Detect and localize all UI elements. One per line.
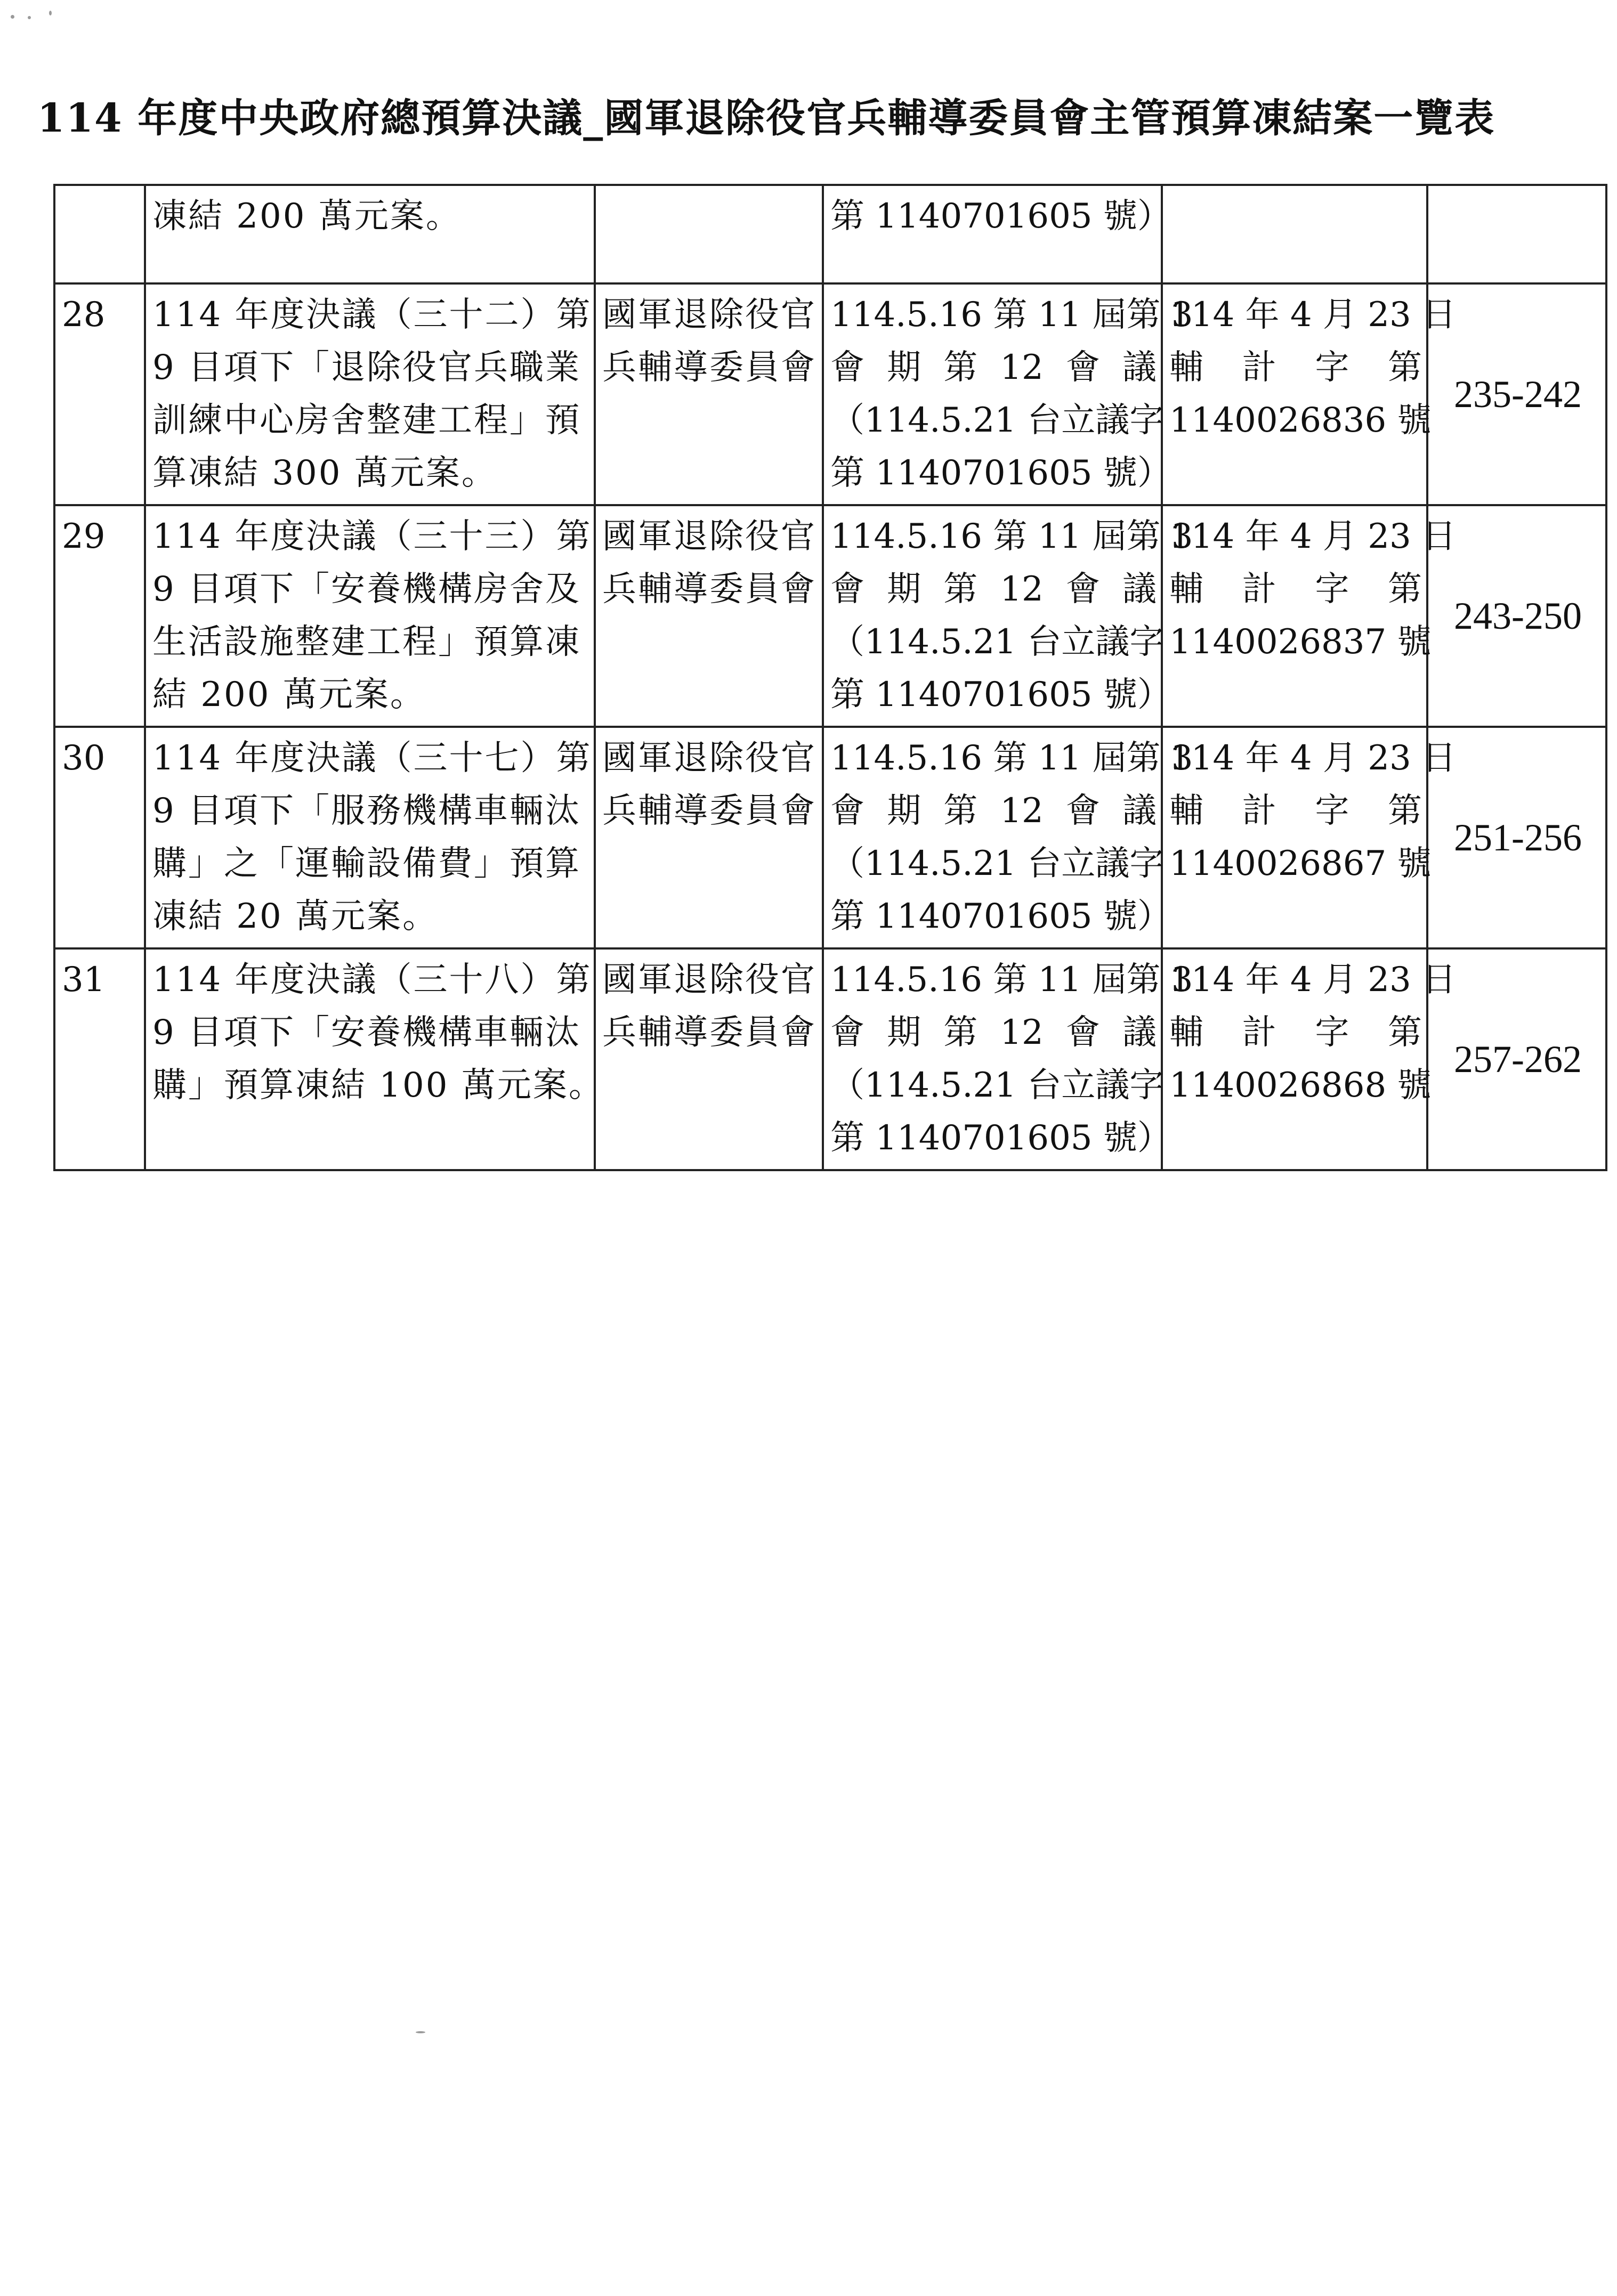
doc-line: 1140026868 號 xyxy=(1169,1066,1432,1105)
scan-speck xyxy=(28,16,31,19)
case-cell xyxy=(145,727,595,948)
case-line: 114 年度決議（三十七）第 xyxy=(152,739,592,778)
case-line: 9 目項下「安養機構房舍及 xyxy=(152,570,581,609)
meeting-cell xyxy=(823,283,1193,505)
case-line: 9 目項下「退除役官兵職業 xyxy=(152,348,581,387)
meeting-line-justified xyxy=(830,785,1157,838)
meeting-word: 會 xyxy=(830,791,864,831)
doc-line-justified xyxy=(1169,342,1422,394)
freeze-case-table xyxy=(53,184,1607,1171)
case-cell xyxy=(145,185,595,283)
table-row xyxy=(54,505,1606,727)
document-cell xyxy=(1162,185,1427,283)
meeting-word: 第 xyxy=(943,1013,978,1052)
doc-word: 輔 xyxy=(1169,570,1203,609)
case-cell xyxy=(145,283,595,505)
agency-line: 國軍退除役官 xyxy=(602,295,816,335)
meeting-line-justified xyxy=(830,1007,1157,1059)
meeting-word: 會 xyxy=(830,348,864,387)
agency-line: 兵輔導委員會 xyxy=(602,1013,816,1052)
meeting-word: 12 xyxy=(1000,791,1044,831)
meeting-line: （114.5.21 台立議字 xyxy=(830,401,1164,440)
meeting-word: 會 xyxy=(1065,1013,1100,1052)
meeting-line: 114.5.16 第 11 屆第 3 xyxy=(830,517,1193,556)
no-cell: 29 xyxy=(54,505,145,727)
doc-word: 第 xyxy=(1387,348,1422,387)
doc-word: 第 xyxy=(1387,791,1422,831)
meeting-line-justified xyxy=(830,342,1157,394)
table-row xyxy=(54,283,1606,505)
meeting-cell xyxy=(823,727,1193,948)
table-row xyxy=(54,727,1606,948)
case-line: 114 年度決議（三十三）第 xyxy=(152,517,592,556)
doc-word: 計 xyxy=(1242,1013,1276,1052)
agency-line: 兵輔導委員會 xyxy=(602,348,816,387)
meeting-cell xyxy=(823,185,1171,283)
scan-speck xyxy=(49,11,52,15)
doc-line: 114 年 4 月 23 日 xyxy=(1169,517,1457,556)
pages-cell: 235-242 xyxy=(1427,283,1606,505)
case-line: 結 200 萬元案。 xyxy=(152,675,426,715)
meeting-word: 12 xyxy=(1000,348,1044,387)
agency-line: 國軍退除役官 xyxy=(602,517,816,556)
case-line: 114 年度決議（三十二）第 xyxy=(152,295,592,335)
meeting-word: 會 xyxy=(1065,791,1100,831)
meeting-word: 會 xyxy=(1065,570,1100,609)
table-row xyxy=(54,948,1606,1170)
doc-word: 第 xyxy=(1387,570,1422,609)
meeting-word: 議 xyxy=(1122,1013,1157,1052)
meeting-line: 第 1140701605 號） xyxy=(830,1118,1171,1158)
table-row-continued xyxy=(54,185,1606,283)
meeting-word: 議 xyxy=(1122,348,1157,387)
meeting-word: 議 xyxy=(1122,791,1157,831)
document-cell xyxy=(1162,727,1457,948)
agency-line: 國軍退除役官 xyxy=(602,960,816,1000)
doc-word: 字 xyxy=(1315,348,1349,387)
doc-line-justified xyxy=(1169,1007,1422,1059)
doc-line-justified xyxy=(1169,563,1422,616)
meeting-line: 第 1140701605 號） xyxy=(830,897,1171,936)
doc-word: 輔 xyxy=(1169,1013,1203,1052)
meeting-line: （114.5.21 台立議字 xyxy=(830,622,1164,662)
meeting-word: 期 xyxy=(887,791,921,831)
scan-speck xyxy=(416,2031,425,2033)
case-cell xyxy=(145,948,604,1170)
doc-line: 1140026867 號 xyxy=(1169,844,1432,883)
agency-cell xyxy=(595,505,823,727)
meeting-word: 期 xyxy=(887,348,921,387)
meeting-word: 會 xyxy=(1065,348,1100,387)
page-title: 114 年度中央政府總預算決議_國軍退除役官兵輔導委員會主管預算凍結案一覽表 xyxy=(37,95,1495,141)
doc-line: 1140026837 號 xyxy=(1169,622,1432,662)
case-line: 9 目項下「安養機構車輛汰 xyxy=(152,1013,581,1052)
case-cell xyxy=(145,505,595,727)
no-cell: 31 xyxy=(54,948,145,1170)
agency-cell xyxy=(595,948,823,1170)
pages-cell: 251-256 xyxy=(1427,727,1606,948)
meeting-word: 會 xyxy=(830,570,864,609)
agency-line: 兵輔導委員會 xyxy=(602,570,816,609)
meeting-word: 12 xyxy=(1000,1013,1044,1052)
scan-speck xyxy=(11,15,14,19)
meeting-line: 第 1140701605 號） xyxy=(830,197,1171,236)
doc-word: 輔 xyxy=(1169,791,1203,831)
meeting-word: 期 xyxy=(887,1013,921,1052)
agency-line: 國軍退除役官 xyxy=(602,739,816,778)
doc-word: 字 xyxy=(1315,1013,1349,1052)
pages-cell: 243-250 xyxy=(1427,505,1606,727)
doc-line: 1140026836 號 xyxy=(1169,401,1432,440)
meeting-line: 第 1140701605 號） xyxy=(830,453,1171,493)
meeting-word: 期 xyxy=(887,570,921,609)
document-cell xyxy=(1162,283,1457,505)
doc-word: 輔 xyxy=(1169,348,1203,387)
meeting-cell xyxy=(823,505,1193,727)
pages-cell: 257-262 xyxy=(1427,948,1606,1170)
meeting-line: （114.5.21 台立議字 xyxy=(830,844,1164,883)
meeting-word: 12 xyxy=(1000,570,1044,609)
doc-word: 計 xyxy=(1242,791,1276,831)
case-line: 購」預算凍結 100 萬元案。 xyxy=(152,1066,604,1105)
agency-cell xyxy=(595,727,823,948)
doc-word: 計 xyxy=(1242,570,1276,609)
doc-word: 第 xyxy=(1387,1013,1422,1052)
meeting-line: 114.5.16 第 11 屆第 3 xyxy=(830,960,1193,1000)
meeting-line-justified xyxy=(830,563,1157,616)
meeting-line: 114.5.16 第 11 屆第 3 xyxy=(830,295,1193,335)
case-line: 114 年度決議（三十八）第 xyxy=(152,960,592,1000)
meeting-word: 第 xyxy=(943,570,978,609)
doc-line: 114 年 4 月 23 日 xyxy=(1169,739,1457,778)
doc-line-justified xyxy=(1169,785,1422,838)
case-line: 訓練中心房舍整建工程」預 xyxy=(152,401,581,440)
doc-line: 114 年 4 月 23 日 xyxy=(1169,295,1457,335)
meeting-cell xyxy=(823,948,1193,1170)
case-line: 購」之「運輸設備費」預算 xyxy=(152,844,581,883)
agency-cell xyxy=(595,185,823,283)
no-cell: 28 xyxy=(54,283,145,505)
case-line: 9 目項下「服務機構車輛汰 xyxy=(152,791,581,831)
document-cell xyxy=(1162,505,1457,727)
meeting-line: 第 1140701605 號） xyxy=(830,675,1171,715)
agency-line: 兵輔導委員會 xyxy=(602,791,816,831)
document-cell xyxy=(1162,948,1457,1170)
case-line: 算凍結 300 萬元案。 xyxy=(152,453,497,493)
case-line: 凍結 20 萬元案。 xyxy=(152,897,439,936)
doc-line: 114 年 4 月 23 日 xyxy=(1169,960,1457,1000)
meeting-word: 會 xyxy=(830,1013,864,1052)
case-line: 凍結 200 萬元案。 xyxy=(152,197,462,236)
meeting-line: （114.5.21 台立議字 xyxy=(830,1066,1164,1105)
agency-cell xyxy=(595,283,823,505)
case-line: 生活設施整建工程」預算凍 xyxy=(152,622,581,662)
doc-word: 計 xyxy=(1242,348,1276,387)
meeting-word: 第 xyxy=(943,348,978,387)
meeting-word: 議 xyxy=(1122,570,1157,609)
pages-cell xyxy=(1427,185,1606,283)
meeting-word: 第 xyxy=(943,791,978,831)
no-cell: 30 xyxy=(54,727,145,948)
doc-word: 字 xyxy=(1315,791,1349,831)
doc-word: 字 xyxy=(1315,570,1349,609)
meeting-line: 114.5.16 第 11 屆第 3 xyxy=(830,739,1193,778)
no-cell xyxy=(54,185,145,283)
